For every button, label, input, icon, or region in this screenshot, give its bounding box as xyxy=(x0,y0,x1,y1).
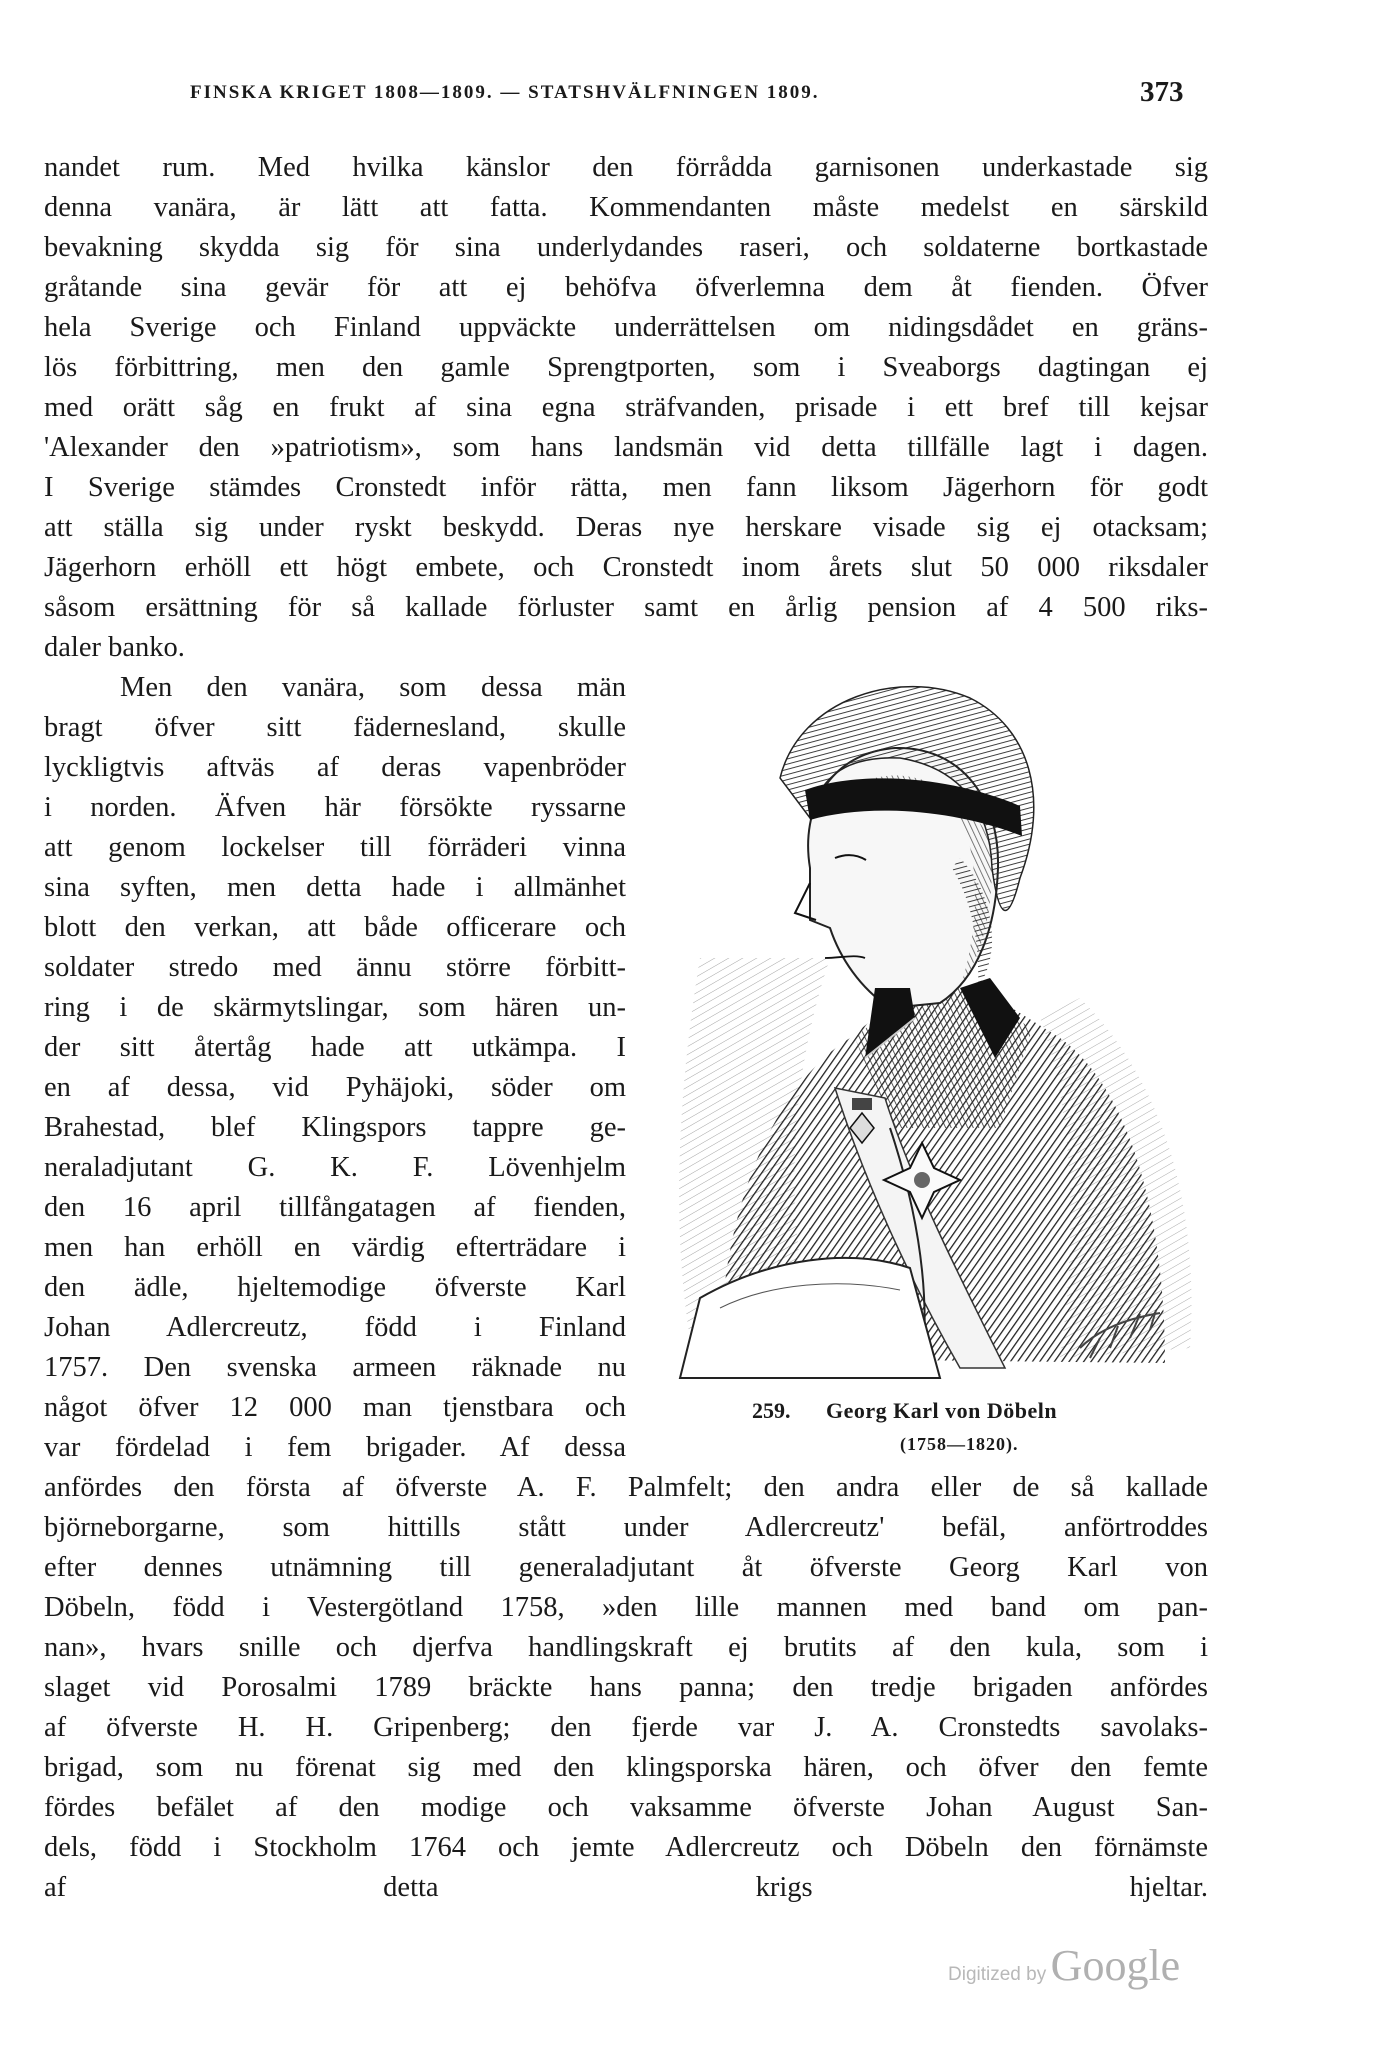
text-line: Jägerhorn erhöll ett högt embete, och Cronstedt inom årets slut 50 000 riksdaler xyxy=(44,552,1208,583)
text-line: var fördelad i fem brigader. Af dessa xyxy=(44,1432,626,1463)
text-line: björneborgarne, som hittills stått under Adlercreutz' befäl, anförtroddes xyxy=(44,1512,1208,1543)
text-line: den 16 april tillfångatagen af fienden, xyxy=(44,1192,626,1223)
text-line: I Sverige stämdes Cronstedt inför rätta, men fann liksom Jägerhorn för godt xyxy=(44,472,1208,503)
figure-caption: Georg Karl von Döbeln xyxy=(826,1398,1058,1423)
text-line: hela Sverige och Finland uppväckte underrättelsen om nidingsdådet en gräns- xyxy=(44,312,1208,343)
text-line: 1757. Den svenska armeen räknade nu xyxy=(44,1352,626,1383)
text-line: men han erhöll en värdig efterträdare i xyxy=(44,1232,626,1263)
google-watermark xyxy=(948,1940,1180,1991)
text-line: lyckligtvis aftväs af deras vapenbröder xyxy=(44,752,626,783)
running-head: FINSKA KRIGET 1808—1809. — STATSHVÄLFNINGEN 1809. xyxy=(190,82,820,103)
text-line: af öfverste H. H. Gripenberg; den fjerde var J. A. Cronstedts savolaks- xyxy=(44,1712,1208,1743)
text-line: bragt öfver sitt fädernesland, skulle xyxy=(44,712,626,743)
text-line: sina syften, men detta hade i allmänhet xyxy=(44,872,626,903)
text-line: den ädle, hjeltemodige öfverste Karl xyxy=(44,1272,626,1303)
text-line: ring i de skärmytslingar, som hären un- xyxy=(44,992,626,1023)
text-line: att genom lockelser till förräderi vinna xyxy=(44,832,626,863)
text-line: nan», hvars snille och djerfva handlingskraft ej brutits af den kula, som i xyxy=(44,1632,1208,1663)
text-line: denna vanära, är lätt att fatta. Kommendanten måste medelst en särskild xyxy=(44,192,1208,223)
text-line: nandet rum. Med hvilka känslor den förrådda garnisonen underkastade sig xyxy=(44,152,1208,183)
text-line: soldater stredo med ännu större förbitt- xyxy=(44,952,626,983)
text-line: anfördes den första af öfverste A. F. Palmfelt; den andra eller de så kallade xyxy=(44,1472,1208,1503)
page-number: 373 xyxy=(1140,76,1184,108)
text-line: slaget vid Porosalmi 1789 bräckte hans panna; den tredje brigaden anfördes xyxy=(44,1672,1208,1703)
text-line: Döbeln, född i Vestergötland 1758, »den lille mannen med band om pan- xyxy=(44,1592,1208,1623)
text-line: efter dennes utnämning till generaladjutant åt öfverste Georg Karl von xyxy=(44,1552,1208,1583)
text-line: med orätt såg en frukt af sina egna sträfvanden, prisade i ett bref till kejsar xyxy=(44,392,1208,423)
text-line: att ställa sig under ryskt beskydd. Deras nye herskare visade sig ej otacksam; xyxy=(44,512,1208,543)
watermark-brand: Google xyxy=(1050,1941,1181,1990)
text-line: neraladjutant G. K. F. Lövenhjelm xyxy=(44,1152,626,1183)
text-line: Johan Adlercreutz, född i Finland xyxy=(44,1312,626,1343)
text-line: lös förbittring, men den gamle Sprengtporten, som i Sveaborgs dagtingan ej xyxy=(44,352,1208,383)
text-line: något öfver 12 000 man tjenstbara och xyxy=(44,1392,626,1423)
text-line: 'Alexander den »patriotism», som hans landsmän vid detta tillfälle lagt i dagen. xyxy=(44,432,1208,463)
text-line: såsom ersättning för så kallade förluster samt en årlig pension af 4 500 riks- xyxy=(44,592,1208,623)
text-line: fördes befälet af den modige och vaksamme öfverste Johan August San- xyxy=(44,1792,1208,1823)
text-line: gråtande sina gevär för att ej behöfva öfverlemna dem åt fienden. Öfver xyxy=(44,272,1208,303)
figure-dates: (1758—1820). xyxy=(900,1434,1019,1454)
text-line: daler banko. xyxy=(44,632,185,663)
figure-number: 259. xyxy=(752,1398,791,1423)
text-line: af detta krigs hjeltar. xyxy=(44,1872,1208,1903)
text-line: blott den verkan, att både officerare och xyxy=(44,912,626,943)
text-line: der sitt återtåg hade att utkämpa. I xyxy=(44,1032,626,1063)
text-line: bevakning skydda sig för sina underlydandes raseri, och soldaterne bortkastade xyxy=(44,232,1208,263)
text-line: dels, född i Stockholm 1764 och jemte Adlercreutz och Döbeln den förnämste xyxy=(44,1832,1208,1863)
watermark-prefix: Digitized by xyxy=(948,1964,1047,1985)
text-line: Men den vanära, som dessa män xyxy=(120,672,626,703)
portrait-engraving xyxy=(660,658,1208,1388)
text-line: en af dessa, vid Pyhäjoki, söder om xyxy=(44,1072,626,1103)
text-line: Brahestad, blef Klingspors tappre ge- xyxy=(44,1112,626,1143)
text-line: brigad, som nu förenat sig med den klingsporska hären, och öfver den femte xyxy=(44,1752,1208,1783)
text-line: i norden. Äfven här försökte ryssarne xyxy=(44,792,626,823)
